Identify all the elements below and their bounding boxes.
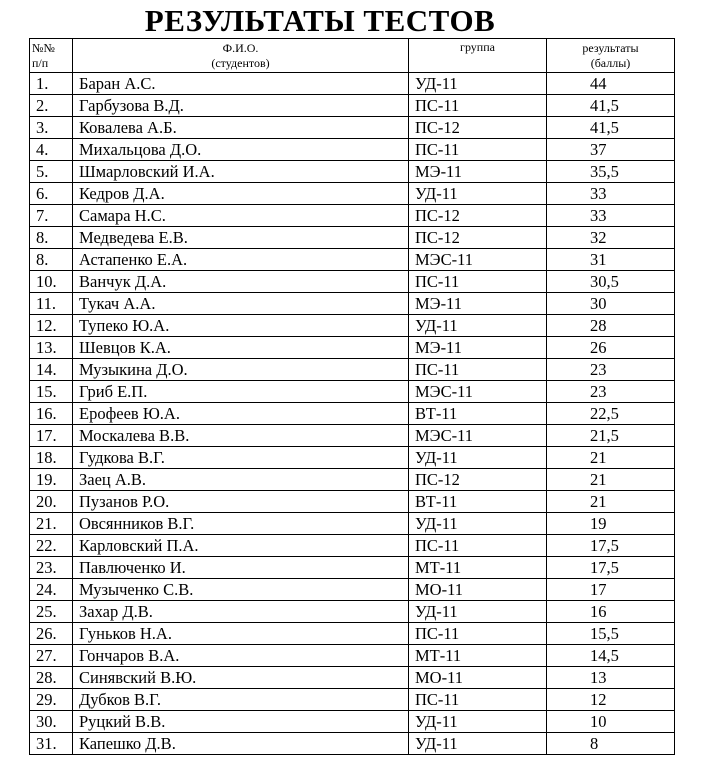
student-group-cell	[409, 117, 547, 139]
student-name-cell	[73, 491, 409, 513]
table-row	[30, 689, 675, 711]
row-number: 25.	[36, 602, 57, 621]
row-number-cell	[30, 73, 73, 95]
table-row	[30, 667, 675, 689]
student-name-cell	[73, 579, 409, 601]
student-name-cell	[73, 95, 409, 117]
student-name-cell	[73, 645, 409, 667]
student-group: МЭ-11	[415, 338, 462, 357]
row-number: 11.	[36, 294, 57, 313]
student-group: УД-11	[415, 514, 458, 533]
row-number-cell	[30, 249, 73, 271]
student-name-cell	[73, 139, 409, 161]
row-number-cell	[30, 271, 73, 293]
row-number-cell	[30, 425, 73, 447]
student-name: Овсянников В.Г.	[79, 514, 195, 533]
student-name-cell	[73, 623, 409, 645]
student-group: МЭС-11	[415, 382, 473, 401]
student-name: Самара Н.С.	[79, 206, 166, 225]
student-name-cell	[73, 161, 409, 183]
header-number	[30, 39, 73, 73]
table-row	[30, 139, 675, 161]
student-score: 22,5	[590, 404, 619, 423]
row-number-cell	[30, 689, 73, 711]
student-group: ПС-12	[415, 470, 460, 489]
student-group-cell	[409, 73, 547, 95]
student-score: 35,5	[590, 162, 619, 181]
student-score-cell	[547, 689, 675, 711]
student-group-cell	[409, 425, 547, 447]
student-score-cell	[547, 557, 675, 579]
row-number: 5.	[36, 162, 49, 181]
student-score: 31	[590, 250, 607, 269]
student-name: Гудкова В.Г.	[79, 448, 165, 467]
student-group: ПС-11	[415, 272, 460, 291]
student-score-cell	[547, 161, 675, 183]
table-row	[30, 227, 675, 249]
student-score: 19	[590, 514, 607, 533]
row-number: 12.	[36, 316, 57, 335]
student-group: МТ-11	[415, 558, 462, 577]
row-number: 14.	[36, 360, 57, 379]
student-group: ВТ-11	[415, 492, 458, 511]
student-group-cell	[409, 205, 547, 227]
student-name: Кедров Д.А.	[79, 184, 165, 203]
student-name: Баран А.С.	[79, 74, 156, 93]
student-group: МТ-11	[415, 646, 462, 665]
header-score	[547, 39, 675, 73]
table-row	[30, 557, 675, 579]
student-name: Михальцова Д.О.	[79, 140, 202, 159]
student-group: ПС-12	[415, 118, 460, 137]
student-name-cell	[73, 733, 409, 755]
header-number-line1: №№	[32, 40, 55, 55]
student-name: Дубков В.Г.	[79, 690, 161, 709]
student-name: Капешко Д.В.	[79, 734, 176, 753]
table-row	[30, 469, 675, 491]
student-name-cell	[73, 205, 409, 227]
row-number-cell	[30, 293, 73, 315]
student-name: Ванчук Д.А.	[79, 272, 167, 291]
student-score: 26	[590, 338, 607, 357]
student-score: 41,5	[590, 96, 619, 115]
row-number-cell	[30, 205, 73, 227]
student-group: МЭ-11	[415, 294, 462, 313]
row-number: 16.	[36, 404, 57, 423]
student-name-cell	[73, 667, 409, 689]
student-name: Синявский В.Ю.	[79, 668, 197, 687]
student-name-cell	[73, 447, 409, 469]
student-name-cell	[73, 293, 409, 315]
row-number: 4.	[36, 140, 49, 159]
header-name	[73, 39, 409, 73]
student-name-cell	[73, 469, 409, 491]
row-number-cell	[30, 117, 73, 139]
student-score-cell	[547, 535, 675, 557]
table-row	[30, 447, 675, 469]
row-number-cell	[30, 623, 73, 645]
student-score-cell	[547, 359, 675, 381]
student-score: 17	[590, 580, 607, 599]
student-name: Павлюченко И.	[79, 558, 186, 577]
table-row	[30, 623, 675, 645]
student-group: ПС-11	[415, 96, 460, 115]
student-group: ПС-12	[415, 206, 460, 225]
student-name-cell	[73, 359, 409, 381]
student-group-cell	[409, 359, 547, 381]
row-number: 26.	[36, 624, 57, 643]
row-number-cell	[30, 95, 73, 117]
row-number: 13.	[36, 338, 57, 357]
table-row	[30, 293, 675, 315]
page-title: РЕЗУЛЬТАТЫ ТЕСТОВ	[144, 3, 496, 38]
student-score-cell	[547, 139, 675, 161]
student-score-cell	[547, 447, 675, 469]
student-name: Медведева Е.В.	[79, 228, 188, 247]
student-score-cell	[547, 271, 675, 293]
row-number: 27.	[36, 646, 57, 665]
student-group: ПС-11	[415, 360, 460, 379]
header-score-line2: (баллы)	[590, 55, 631, 70]
table-row	[30, 601, 675, 623]
student-score: 12	[590, 690, 607, 709]
row-number: 8.	[36, 228, 49, 247]
student-group-cell	[409, 733, 547, 755]
row-number: 1.	[36, 74, 49, 93]
student-group: УД-11	[415, 602, 458, 621]
table-row	[30, 249, 675, 271]
student-group-cell	[409, 95, 547, 117]
student-name: Тупеко Ю.А.	[79, 316, 170, 335]
row-number-cell	[30, 403, 73, 425]
student-score: 15,5	[590, 624, 619, 643]
header-group-label: группа	[460, 40, 495, 54]
student-name-cell	[73, 689, 409, 711]
student-group: МО-11	[415, 668, 463, 687]
table-row	[30, 337, 675, 359]
student-group: УД-11	[415, 734, 458, 753]
student-name-cell	[73, 557, 409, 579]
student-group-cell	[409, 579, 547, 601]
row-number-cell	[30, 645, 73, 667]
student-group-cell	[409, 535, 547, 557]
student-score: 23	[590, 360, 607, 379]
student-name: Карловский П.А.	[79, 536, 199, 555]
student-score-cell	[547, 667, 675, 689]
table-row	[30, 161, 675, 183]
student-group-cell	[409, 645, 547, 667]
student-score: 28	[590, 316, 607, 335]
student-score: 21	[590, 492, 607, 511]
student-group-cell	[409, 711, 547, 733]
row-number: 2.	[36, 96, 49, 115]
student-score-cell	[547, 579, 675, 601]
row-number: 3.	[36, 118, 49, 137]
student-group-cell	[409, 491, 547, 513]
student-name-cell	[73, 183, 409, 205]
row-number: 24.	[36, 580, 57, 599]
row-number-cell	[30, 381, 73, 403]
table-row	[30, 205, 675, 227]
table-row	[30, 359, 675, 381]
student-group-cell	[409, 315, 547, 337]
row-number-cell	[30, 491, 73, 513]
student-group-cell	[409, 227, 547, 249]
table-body	[30, 73, 675, 755]
student-score-cell	[547, 73, 675, 95]
student-score-cell	[547, 205, 675, 227]
student-group-cell	[409, 601, 547, 623]
row-number-cell	[30, 469, 73, 491]
row-number-cell	[30, 513, 73, 535]
student-score-cell	[547, 623, 675, 645]
student-name: Музыченко С.В.	[79, 580, 194, 599]
table-row	[30, 491, 675, 513]
student-group-cell	[409, 271, 547, 293]
row-number: 29.	[36, 690, 57, 709]
student-group-cell	[409, 557, 547, 579]
student-group: УД-11	[415, 184, 458, 203]
table-row	[30, 183, 675, 205]
row-number: 15.	[36, 382, 57, 401]
student-name: Гуньков Н.А.	[79, 624, 172, 643]
student-group-cell	[409, 139, 547, 161]
student-name: Музыкина Д.О.	[79, 360, 188, 379]
student-group: ПС-11	[415, 536, 460, 555]
student-score: 32	[590, 228, 607, 247]
row-number: 20.	[36, 492, 57, 511]
row-number: 23.	[36, 558, 57, 577]
header-name-line2: (студентов)	[211, 55, 270, 70]
student-name: Астапенко Е.А.	[79, 250, 188, 269]
header-score-line1: результаты	[582, 40, 639, 55]
student-score-cell	[547, 337, 675, 359]
student-group: УД-11	[415, 712, 458, 731]
student-name: Захар Д.В.	[79, 602, 153, 621]
row-number-cell	[30, 359, 73, 381]
student-name: Гарбузова В.Д.	[79, 96, 184, 115]
student-score: 10	[590, 712, 607, 731]
table-row	[30, 271, 675, 293]
student-name: Пузанов Р.О.	[79, 492, 170, 511]
student-group: МЭ-11	[415, 162, 462, 181]
student-group-cell	[409, 249, 547, 271]
student-score: 30	[590, 294, 607, 313]
table-row	[30, 733, 675, 755]
header-row	[30, 39, 675, 73]
student-score-cell	[547, 315, 675, 337]
student-name: Ковалева А.Б.	[79, 118, 177, 137]
student-group: ПС-11	[415, 624, 460, 643]
student-score: 17,5	[590, 558, 619, 577]
student-score-cell	[547, 711, 675, 733]
table-header	[30, 39, 675, 73]
row-number-cell	[30, 601, 73, 623]
student-name-cell	[73, 337, 409, 359]
row-number: 22.	[36, 536, 57, 555]
student-score: 23	[590, 382, 607, 401]
student-group: ПС-11	[415, 690, 460, 709]
table-row	[30, 711, 675, 733]
row-number-cell	[30, 447, 73, 469]
row-number-cell	[30, 315, 73, 337]
row-number-cell	[30, 183, 73, 205]
row-number: 10.	[36, 272, 57, 291]
table-row	[30, 579, 675, 601]
table-row	[30, 535, 675, 557]
student-score-cell	[547, 469, 675, 491]
student-score: 30,5	[590, 272, 619, 291]
student-score: 37	[590, 140, 607, 159]
student-score-cell	[547, 183, 675, 205]
student-name-cell	[73, 249, 409, 271]
student-group-cell	[409, 293, 547, 315]
student-group-cell	[409, 403, 547, 425]
student-group: ПС-12	[415, 228, 460, 247]
row-number: 7.	[36, 206, 49, 225]
student-score: 13	[590, 668, 607, 687]
row-number-cell	[30, 139, 73, 161]
student-group-cell	[409, 469, 547, 491]
row-number-cell	[30, 161, 73, 183]
row-number-cell	[30, 557, 73, 579]
student-name: Заец А.В.	[79, 470, 147, 489]
student-name-cell	[73, 601, 409, 623]
student-group: МО-11	[415, 580, 463, 599]
student-name: Гончаров В.А.	[79, 646, 180, 665]
student-name-cell	[73, 227, 409, 249]
student-name: Руцкий В.В.	[79, 712, 166, 731]
row-number-cell	[30, 535, 73, 557]
student-score-cell	[547, 425, 675, 447]
student-score: 33	[590, 206, 607, 225]
row-number: 30.	[36, 712, 57, 731]
student-score: 16	[590, 602, 607, 621]
student-score: 8	[590, 734, 599, 753]
student-group-cell	[409, 667, 547, 689]
table-row	[30, 645, 675, 667]
header-group	[409, 39, 547, 73]
student-score-cell	[547, 645, 675, 667]
table-row	[30, 381, 675, 403]
row-number: 17.	[36, 426, 57, 445]
student-group-cell	[409, 623, 547, 645]
student-name-cell	[73, 403, 409, 425]
student-group: УД-11	[415, 74, 458, 93]
table-row	[30, 513, 675, 535]
student-score-cell	[547, 381, 675, 403]
student-score: 33	[590, 184, 607, 203]
table-row	[30, 425, 675, 447]
row-number-cell	[30, 667, 73, 689]
student-score: 21	[590, 448, 607, 467]
student-score-cell	[547, 249, 675, 271]
student-group: ВТ-11	[415, 404, 458, 423]
student-group: ПС-11	[415, 140, 460, 159]
student-score-cell	[547, 293, 675, 315]
table-row	[30, 315, 675, 337]
table-row	[30, 73, 675, 95]
student-name-cell	[73, 381, 409, 403]
student-name: Ерофеев Ю.А.	[79, 404, 180, 423]
table-row	[30, 95, 675, 117]
student-group: МЭС-11	[415, 250, 473, 269]
student-score: 44	[590, 74, 607, 93]
student-score: 41,5	[590, 118, 619, 137]
student-score-cell	[547, 403, 675, 425]
student-name-cell	[73, 73, 409, 95]
student-name: Гриб Е.П.	[79, 382, 148, 401]
row-number-cell	[30, 579, 73, 601]
student-score: 14,5	[590, 646, 619, 665]
student-group-cell	[409, 513, 547, 535]
header-number-line2: п/п	[32, 55, 49, 70]
row-number: 8.	[36, 250, 49, 269]
table-row	[30, 403, 675, 425]
student-group-cell	[409, 381, 547, 403]
student-group: УД-11	[415, 316, 458, 335]
row-number: 6.	[36, 184, 49, 203]
student-group-cell	[409, 689, 547, 711]
row-number: 31.	[36, 734, 57, 753]
student-score-cell	[547, 117, 675, 139]
student-score-cell	[547, 491, 675, 513]
student-name: Шмарловский И.А.	[79, 162, 215, 181]
student-group-cell	[409, 337, 547, 359]
student-name-cell	[73, 271, 409, 293]
row-number-cell	[30, 337, 73, 359]
row-number: 21.	[36, 514, 57, 533]
student-name-cell	[73, 535, 409, 557]
student-score: 21	[590, 470, 607, 489]
student-name: Тукач А.А.	[79, 294, 156, 313]
student-group-cell	[409, 161, 547, 183]
row-number-cell	[30, 711, 73, 733]
student-group-cell	[409, 183, 547, 205]
student-score-cell	[547, 95, 675, 117]
student-name-cell	[73, 117, 409, 139]
student-name: Москалева В.В.	[79, 426, 190, 445]
student-name-cell	[73, 513, 409, 535]
student-group: УД-11	[415, 448, 458, 467]
header-name-line1: Ф.И.О.	[222, 40, 259, 55]
student-score: 21,5	[590, 426, 619, 445]
student-name-cell	[73, 315, 409, 337]
student-name-cell	[73, 425, 409, 447]
student-score-cell	[547, 227, 675, 249]
student-score-cell	[547, 513, 675, 535]
row-number-cell	[30, 227, 73, 249]
student-score-cell	[547, 733, 675, 755]
student-group-cell	[409, 447, 547, 469]
table-row	[30, 117, 675, 139]
row-number: 19.	[36, 470, 57, 489]
student-name-cell	[73, 711, 409, 733]
row-number: 28.	[36, 668, 57, 687]
student-score: 17,5	[590, 536, 619, 555]
results-table	[29, 38, 675, 755]
student-score-cell	[547, 601, 675, 623]
row-number: 18.	[36, 448, 57, 467]
student-name: Шевцов К.А.	[79, 338, 171, 357]
row-number-cell	[30, 733, 73, 755]
student-group: МЭС-11	[415, 426, 473, 445]
